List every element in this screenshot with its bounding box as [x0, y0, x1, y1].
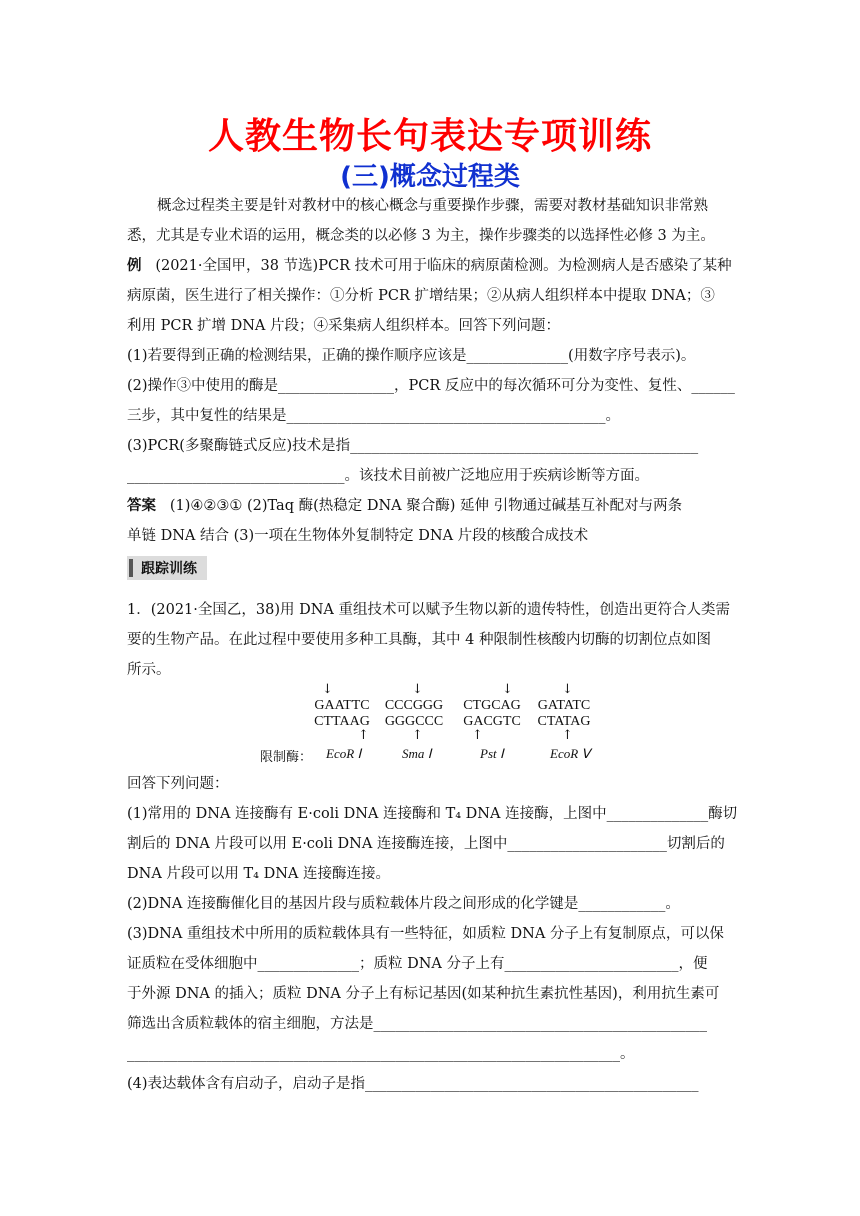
- enzyme-2-name: Sma Ⅰ: [402, 746, 432, 761]
- q1-part3-line-2: 证质粒在受体细胞中______________；质粒 DNA 分子上有________________________，便: [127, 956, 708, 972]
- answer-line-1: [127, 496, 737, 516]
- example-q3: (3)PCR(多聚酶链式反应)技术是指________________________________________________: [127, 438, 699, 454]
- cut-arrow-down-icon: ↓: [562, 682, 573, 697]
- section-tag-label: 跟踪训练: [141, 561, 197, 577]
- enzyme-1-bottom-seq: CTTAAG: [314, 714, 370, 729]
- example-line-1: [127, 256, 737, 276]
- q1-prompt: 回答下列问题：: [127, 776, 229, 792]
- enzyme-4-bottom-seq: CTATAG: [537, 714, 591, 729]
- example-q1: (1)若要得到正确的检测结果，正确的操作顺序应该是______________(用数字序号表示)。: [127, 348, 696, 364]
- q1-part1-line-3: DNA 片段可以用 T₄ DNA 连接酶连接。: [127, 866, 390, 882]
- enzyme-2-top-seq: CCCGGG: [384, 698, 444, 713]
- example-q2-cont: 三步，其中复性的结果是____________________________________________。: [127, 408, 620, 424]
- example-q2: (2)操作③中使用的酶是________________，PCR 反应中的每次循环可分为变性、复性、______: [127, 378, 735, 394]
- example-q3-cont: ______________________________。该技术目前被广泛地应用于疾病诊断等方面。: [127, 468, 649, 484]
- figure-lead-label: 限制酶：: [260, 750, 313, 765]
- q1-part1-line-1: (1)常用的 DNA 连接酶有 E·coli DNA 连接酶和 T₄ DNA 连接酶，上图中______________酶切: [127, 806, 738, 822]
- page-title: 人教生物长句表达专项训练: [207, 115, 652, 157]
- q1-part4: (4)表达载体含有启动子，启动子是指______________________________________________: [127, 1076, 699, 1092]
- enzyme-1-top-seq: GAATTC: [314, 698, 370, 713]
- cut-arrow-down-icon: ↓: [502, 682, 513, 697]
- enzyme-3-top-seq: CTGCAG: [463, 698, 521, 713]
- cut-arrow-up-icon: ↑: [358, 728, 369, 743]
- q1-line-2: 要的生物产品。在此过程中要使用多种工具酶，其中 4 种限制性核酸内切酶的切割位点如图: [127, 632, 711, 648]
- enzyme-3-name: Pst Ⅰ: [480, 746, 504, 761]
- example-text-1: (2021·全国甲，38 节选)PCR 技术可用于临床的病原菌检测。为检测病人是否感染了某种: [155, 258, 732, 274]
- enzyme-1-name: EcoR Ⅰ: [326, 746, 362, 761]
- example-line-2: 病原菌，医生进行了相关操作：①分析 PCR 扩增结果；②从病人组织样本中提取 DNA；③: [127, 288, 715, 304]
- enzyme-4-top-seq: GATATC: [537, 698, 591, 713]
- cut-arrow-down-icon: ↓: [412, 682, 423, 697]
- q1-line-1: 1．(2021·全国乙，38)用 DNA 重组技术可以赋予生物以新的遗传特性，创造出更符合人类需: [127, 602, 731, 618]
- enzyme-4-name: EcoR Ⅴ: [550, 746, 591, 761]
- example-label: 例: [127, 257, 142, 274]
- q1-line-3: 所示。: [127, 662, 171, 678]
- cut-arrow-down-icon: ↓: [322, 682, 333, 697]
- section-tag-bar: [129, 559, 133, 577]
- q1-part2: (2)DNA 连接酶催化目的基因片段与质粒载体片段之间形成的化学键是____________。: [127, 896, 680, 912]
- enzyme-3-bottom-seq: GACGTC: [463, 714, 521, 729]
- intro-line-2: 悉，尤其是专业术语的运用，概念类的以必修 3 为主，操作步骤类的以选择性必修 3 为主。: [127, 228, 715, 244]
- cut-arrow-up-icon: ↑: [412, 728, 423, 743]
- q1-part1-line-2: 割后的 DNA 片段可以用 E·coli DNA 连接酶连接，上图中______________________切割后的: [127, 836, 725, 852]
- q1-part3-line-4: 筛选出含质粒载体的宿主细胞，方法是______________________________________________: [127, 1016, 707, 1032]
- q1-part3-line-1: (3)DNA 重组技术中所用的质粒载体具有一些特征，如质粒 DNA 分子上有复制原点，可以保: [127, 926, 724, 942]
- restriction-site-figure: [260, 682, 610, 768]
- answer-text-1: (1)④②③① (2)Taq 酶(热稳定 DNA 聚合酶) 延伸 引物通过碱基互补配对与两条: [169, 498, 683, 514]
- page-subtitle: (三)概念过程类: [340, 162, 520, 192]
- cut-arrow-up-icon: ↑: [562, 728, 573, 743]
- enzyme-2-bottom-seq: GGGCCC: [384, 714, 444, 729]
- answer-line-2: 单链 DNA 结合 (3)一项在生物体外复制特定 DNA 片段的核酸合成技术: [127, 528, 589, 544]
- section-tag: [127, 556, 207, 580]
- q1-part3-line-3: 于外源 DNA 的插入；质粒 DNA 分子上有标记基因(如某种抗生素抗性基因)，利用抗生素可: [127, 986, 720, 1002]
- example-line-3: 利用 PCR 扩增 DNA 片段；④采集病人组织样本。回答下列问题：: [127, 318, 560, 334]
- intro-line-1: 概念过程类主要是针对教材中的核心概念与重要操作步骤，需要对教材基础知识非常熟: [157, 198, 708, 214]
- q1-part3-line-5: ____________________________________________________________________。: [127, 1046, 635, 1062]
- cut-arrow-up-icon: ↑: [472, 728, 483, 743]
- answer-label: 答案: [127, 497, 156, 514]
